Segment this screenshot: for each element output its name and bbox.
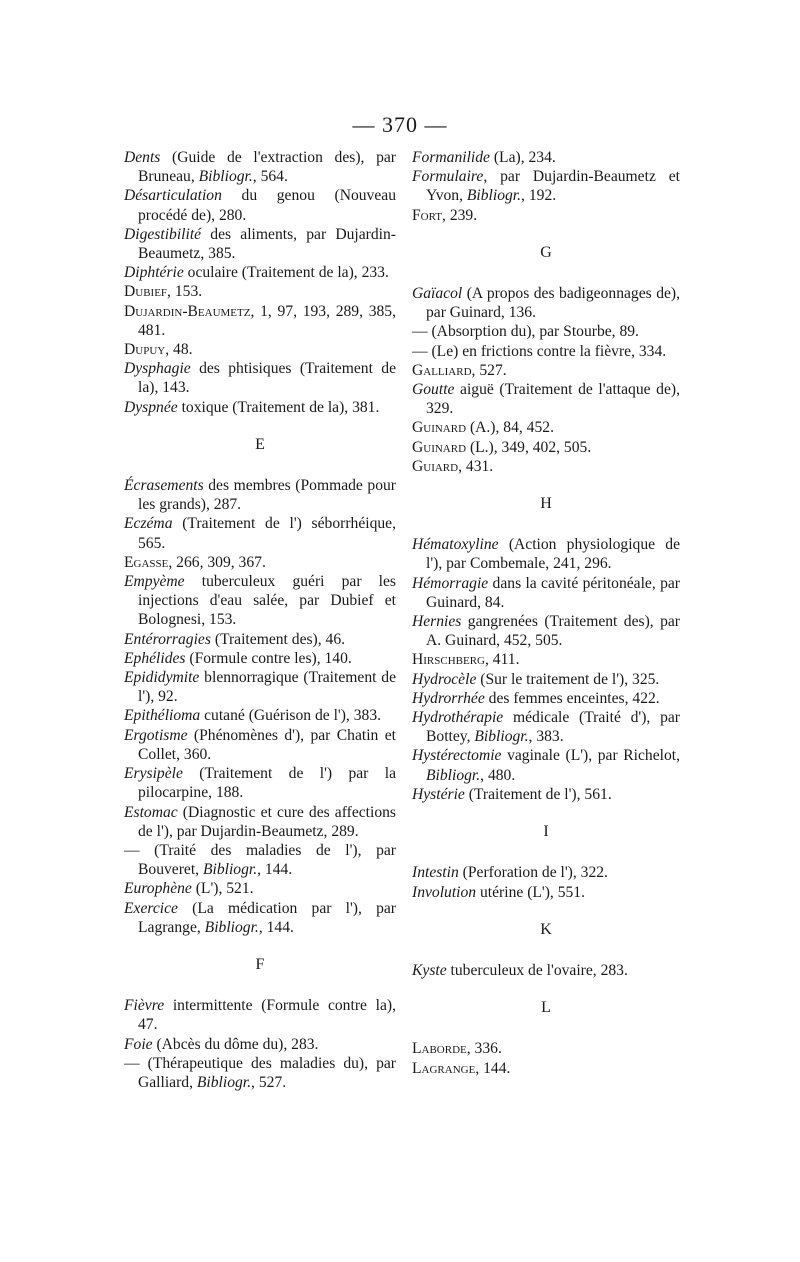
index-entry (124, 340, 396, 359)
index-entry (124, 726, 396, 764)
entry-text: (Phénomènes d'), par Chatin et Collet, 360. (138, 726, 396, 763)
entry-text: oculaire (Traitement de la), 233. (183, 264, 389, 282)
index-entry (412, 863, 680, 882)
index-entry (124, 282, 396, 301)
index-entry (412, 574, 680, 612)
entry-text: (Abcès du dôme du), 283. (152, 1035, 319, 1053)
index-entry (412, 883, 680, 902)
entry-term: Intestin (412, 864, 459, 882)
index-entry (412, 1059, 680, 1078)
entry-author: Egasse (124, 553, 169, 571)
entry-text: , 239. (442, 206, 478, 224)
entry-term: Empyème (124, 573, 185, 591)
entry-text: (La médication par l'), par Lagrange, (138, 899, 396, 936)
entry-term: Fièvre (124, 997, 165, 1015)
index-entry (124, 572, 396, 630)
index-entry (124, 302, 396, 340)
index-entry (412, 1039, 680, 1058)
entry-block-f-cont (412, 148, 680, 225)
entry-tail: , 383. (528, 728, 564, 746)
index-entry (124, 263, 396, 282)
index-entry (412, 380, 680, 418)
entry-text: (Action physiologique de l'), par Combemale, 241, 296. (426, 536, 680, 573)
entry-text: (La), 234. (489, 149, 556, 166)
index-entry (124, 649, 396, 668)
entry-term: Europhène (124, 880, 192, 898)
entry-term: Dyspnée (124, 398, 178, 416)
entry-term: Estomac (124, 803, 178, 821)
index-entry (124, 1035, 396, 1054)
entry-text: (Traitement de l') séborrhéique, 565. (138, 515, 396, 552)
entry-text: cutané (Guérison de l'), 383. (200, 707, 382, 725)
index-entry (124, 996, 396, 1034)
entry-text: tuberculeux guéri par les injections d'eau salée, par Dubief et Bolognesi, 153. (138, 573, 396, 629)
index-entry (124, 706, 396, 725)
entry-term: Formanilide (412, 149, 490, 166)
entry-block-d (124, 148, 396, 417)
entry-text: médicale (Traité d'), par Bottey, (426, 709, 680, 746)
entry-term: Erysipèle (124, 765, 183, 783)
index-entry (124, 841, 396, 879)
entry-text: des phtisiques (Traitement de la), 143. (138, 360, 396, 397)
entry-author: Laborde (412, 1040, 467, 1058)
entry-ref: Bibliogr. (196, 1073, 252, 1091)
index-entry (412, 535, 680, 573)
entry-term: Eczéma (124, 515, 173, 533)
index-entry (412, 785, 680, 804)
index-entry (412, 322, 680, 341)
index-entry (412, 708, 680, 746)
entry-tail: , 144. (257, 861, 293, 879)
entry-term: Hématoxyline (412, 536, 499, 554)
entry-text: — (Traité des maladies de l'), par Bouveret, (124, 841, 396, 879)
entry-text: , 144. (475, 1059, 511, 1077)
entry-term: Désarticulation (124, 187, 222, 205)
index-entry (124, 1054, 396, 1092)
entry-block-i (412, 863, 680, 901)
entry-ref: Bibliogr. (204, 918, 259, 936)
entry-term: Goutte (412, 381, 455, 399)
entry-author: Guinard (412, 419, 467, 437)
entry-term: Formulaire (412, 168, 484, 186)
entry-text: , 48. (165, 341, 193, 359)
entry-text: des membres (Pommade pour les grands), 287. (138, 477, 396, 514)
entry-author: Galliard (412, 361, 472, 379)
entry-term: Epididymite (124, 669, 200, 687)
entry-term: Ephélides (124, 649, 186, 667)
entry-term: Hystérie (412, 785, 465, 803)
index-entry (124, 899, 396, 937)
entry-text: blennorragique (Traitement de l'), 92. (138, 669, 396, 706)
index-entry (412, 361, 680, 380)
entry-text: — (Absorption du), par Stourbe, 89. (412, 323, 639, 341)
entry-author: Dubief (124, 283, 168, 301)
index-entry (124, 553, 396, 572)
index-entry (124, 398, 396, 417)
entry-ref: Bibliogr. (466, 187, 522, 205)
entry-text: , par Dujardin-Beaumetz et Yvon, (426, 168, 680, 205)
index-entry (412, 746, 680, 784)
index-entry (124, 514, 396, 552)
entry-text: dans la cavité péritonéale, par Guinard, 84. (426, 574, 680, 611)
entry-text: , 266, 309, 367. (168, 553, 266, 571)
entry-author: Dujardin-Beaumetz (124, 302, 251, 320)
entry-ref: Bibliogr. (198, 168, 253, 186)
index-entry (412, 457, 680, 476)
entry-text: des femmes enceintes, 422. (484, 689, 660, 707)
entry-block-l (412, 1039, 680, 1077)
index-column-right (412, 148, 680, 1078)
entry-text: , 153. (167, 283, 203, 301)
index-entry (412, 961, 680, 980)
entry-block-g (412, 284, 680, 476)
entry-text: du genou (Nouveau procédé de), 280. (138, 187, 396, 224)
entry-term: Hydrothérapie (412, 709, 504, 727)
entry-author: Fort (412, 206, 443, 224)
entry-text: tuberculeux de l'ovaire, 283. (446, 961, 628, 979)
entry-text: des aliments, par Dujardin-Beaumetz, 385. (138, 225, 396, 263)
entry-text: (Sur le traitement de l'), 325. (476, 670, 660, 688)
entry-block-f (124, 996, 396, 1092)
entry-text: , 411. (485, 651, 520, 669)
entry-block-k (412, 961, 680, 980)
index-entry (124, 476, 396, 514)
entry-block-e (124, 476, 396, 937)
entry-term: Hémorragie (412, 574, 489, 592)
index-entry (124, 764, 396, 802)
index-entry (124, 668, 396, 706)
entry-text: utérine (L'), 551. (476, 883, 586, 901)
section-letter-k: K (540, 920, 552, 938)
entry-ref: Bibliogr. (202, 861, 258, 879)
entry-tail: , 564. (252, 168, 288, 186)
index-entry (412, 670, 680, 689)
index-entry (412, 438, 680, 457)
page-number: — 370 — (352, 112, 448, 137)
section-letter-g: G (540, 243, 552, 261)
index-entry (124, 879, 396, 898)
entry-term: Diphtérie (124, 264, 184, 282)
entry-text: , 527. (471, 361, 507, 379)
entry-text: toxique (Traitement de la), 381. (177, 398, 380, 416)
entry-author: Dupuy (124, 341, 166, 359)
entry-text: , 336. (466, 1040, 502, 1058)
entry-term: Hydrorrhée (412, 689, 485, 707)
entry-block-h (412, 535, 680, 804)
index-entry (412, 612, 680, 650)
index-entry (412, 206, 680, 225)
entry-author: Lagrange (412, 1059, 476, 1077)
entry-text: (Traitement des), 46. (210, 630, 346, 648)
entry-term: Entérorragies (124, 630, 211, 648)
entry-term: Hydrocèle (412, 670, 477, 688)
entry-tail: , 192. (521, 187, 557, 205)
entry-text: aiguë (Traitement de l'attaque de), 329. (426, 381, 680, 418)
entry-term: Exercice (124, 899, 178, 917)
entry-term: Involution (412, 883, 477, 901)
entry-text: (A propos des badigeonnages de), par Guinard, 136. (426, 285, 680, 322)
entry-text: (A.), 84, 452. (466, 419, 554, 437)
entry-text: vaginale (L'), par Richelot, (501, 747, 680, 765)
index-entry (124, 186, 396, 224)
entry-author: Guinard (412, 438, 467, 456)
entry-term: Ergotisme (124, 726, 188, 744)
entry-term: Epithélioma (124, 707, 201, 725)
entry-ref: Bibliogr. (426, 766, 481, 784)
entry-tail: , 527. (251, 1073, 287, 1091)
index-entry (412, 148, 680, 167)
entry-text: (Traitement de l') par la pilocarpine, 188. (138, 765, 396, 802)
entry-text: gangrenées (Traitement des), par A. Guinard, 452, 505. (426, 613, 680, 650)
entry-term: Écrasements (124, 477, 204, 495)
index-entry (124, 225, 396, 263)
entry-text: intermittente (Formule contre la), 47. (138, 997, 396, 1034)
entry-term: Kyste (412, 961, 447, 979)
entry-text: (Diagnostic et cure des affections de l'), par Dujardin-Beaumetz, 289. (138, 803, 396, 840)
entry-text: (Traitement de l'), 561. (464, 785, 612, 803)
index-entry (412, 689, 680, 708)
entry-text: — (Le) en frictions contre la fièvre, 334. (412, 342, 667, 360)
entry-tail: , 480. (480, 766, 516, 784)
section-letter-e: E (255, 435, 265, 453)
section-letter-f: F (255, 955, 265, 973)
entry-author: Hirschberg (412, 651, 485, 669)
index-entry (412, 342, 680, 361)
section-letter-h: H (540, 495, 552, 513)
entry-text: — (Thérapeutique des maladies du), par Galliard, (124, 1054, 396, 1091)
entry-ref: Bibliogr. (474, 728, 529, 746)
entry-term: Foie (124, 1035, 153, 1053)
entry-author: Guiard (412, 457, 459, 475)
entry-text: (Guide de l'extraction des), par Bruneau, (138, 149, 396, 186)
index-entry (124, 630, 396, 649)
index-entry (412, 650, 680, 669)
index-column-left (124, 148, 396, 1092)
entry-tail: , 144. (258, 918, 294, 936)
entry-term: Hystérectomie (412, 747, 502, 765)
entry-text: , 1, 97, 193, 289, 385, 481. (138, 302, 396, 339)
entry-text: (L.), 349, 402, 505. (466, 438, 592, 456)
index-entry (124, 148, 396, 186)
entry-term: Dysphagie (124, 360, 191, 378)
index-entry (412, 418, 680, 437)
index-entry (124, 803, 396, 841)
entry-text: (Perforation de l'), 322. (458, 864, 608, 882)
index-entry (412, 167, 680, 205)
entry-text: , 431. (458, 457, 494, 475)
entry-term: Gaïacol (412, 285, 463, 303)
index-entry (124, 359, 396, 397)
entry-term: Hernies (412, 613, 462, 631)
entry-term: Dents (124, 149, 161, 166)
entry-text: (L'), 521. (191, 880, 254, 898)
section-letter-l: L (541, 999, 551, 1017)
section-letter-i: I (543, 823, 549, 841)
index-entry (412, 284, 680, 322)
entry-text: (Formule contre les), 140. (185, 649, 352, 667)
entry-term: Digestibilité (124, 225, 202, 243)
